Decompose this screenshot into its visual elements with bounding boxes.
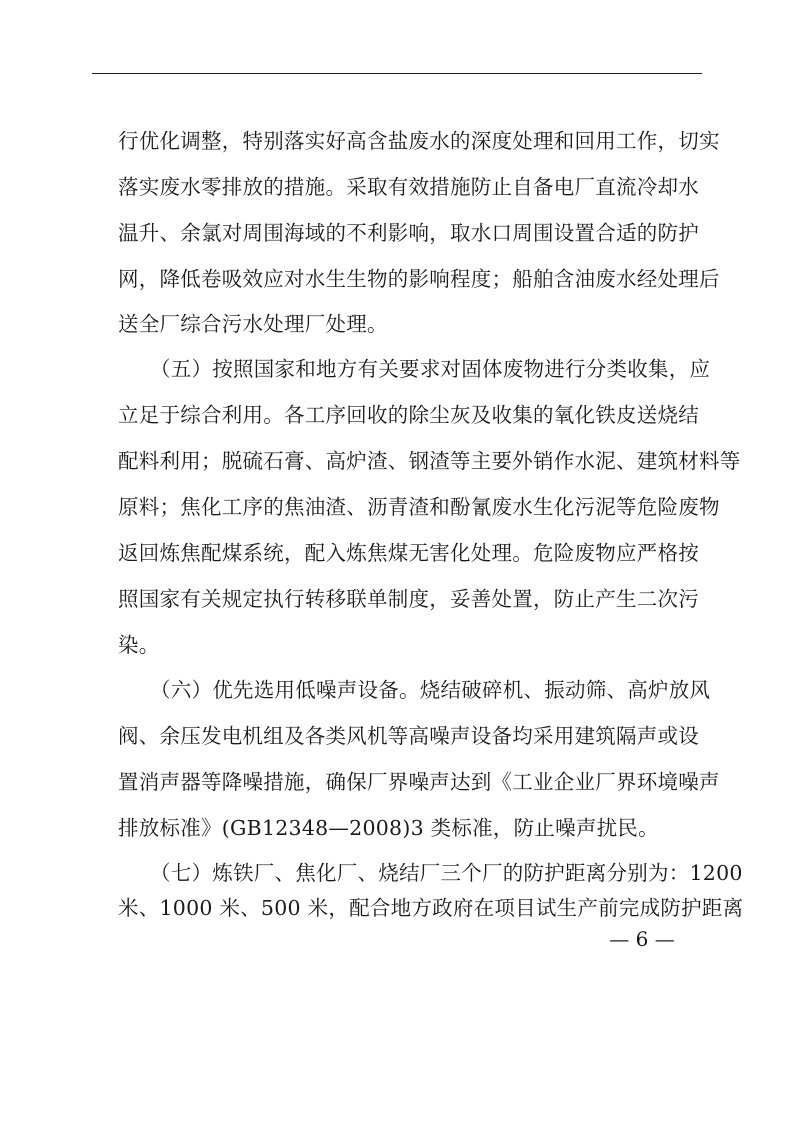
- header-rule: [92, 73, 702, 74]
- paragraph-1-line-3: 温升、余氯对周围海域的不利影响，取水口周围设置合适的防护: [118, 221, 699, 245]
- paragraph-2-line-6: 照国家有关规定执行转移联单制度，妥善处置，防止产生二次污: [118, 587, 699, 611]
- paragraph-3-line-1: （六）优先选用低噪声设备。烧结破碎机、振动筛、高炉放风: [150, 678, 711, 702]
- paragraph-1-line-2: 落实废水零排放的措施。采取有效措施防止自备电厂直流冷却水: [118, 175, 699, 199]
- paragraph-2-line-4: 原料；焦化工序的焦油渣、沥青渣和酚氰废水生化污泥等危险废物: [118, 495, 720, 519]
- paragraph-4-line-2: 米、1000 米、500 米，配合地方政府在项目试生产前完成防护距离: [118, 896, 744, 920]
- paragraph-3-line-3: 置消声器等降噪措施，确保厂界噪声达到《工业企业厂界环境噪声: [118, 770, 720, 794]
- paragraph-1-line-4: 网，降低卷吸效应对水生生物的影响程度；船舶含油废水经处理后: [118, 267, 720, 291]
- paragraph-2-line-7: 染。: [118, 633, 160, 657]
- page-number: — 6 —: [609, 927, 675, 951]
- paragraph-3-line-4: 排放标准》(GB12348—2008)3 类标准，防止噪声扰民。: [118, 816, 659, 840]
- paragraph-2-line-2: 立足于综合利用。各工序回收的除尘灰及收集的氧化铁皮送烧结: [118, 403, 699, 427]
- paragraph-2-line-1: （五）按照国家和地方有关要求对固体废物进行分类收集，应: [150, 357, 711, 381]
- paragraph-1-line-1: 行优化调整，特别落实好高含盐废水的深度处理和回用工作，切实: [118, 129, 720, 153]
- paragraph-4-line-1: （七）炼铁厂、焦化厂、烧结厂三个厂的防护距离分别为：1200: [150, 861, 743, 885]
- paragraph-2-line-5: 返回炼焦配煤系统，配入炼焦煤无害化处理。危险废物应严格按: [118, 541, 699, 565]
- paragraph-1-line-5: 送全厂综合污水处理厂处理。: [118, 312, 388, 336]
- paragraph-2-line-3: 配料利用；脱硫石膏、高炉渣、钢渣等主要外销作水泥、建筑材料等: [118, 449, 741, 473]
- paragraph-3-line-2: 阀、余压发电机组及各类风机等高噪声设备均采用建筑隔声或设: [118, 724, 699, 748]
